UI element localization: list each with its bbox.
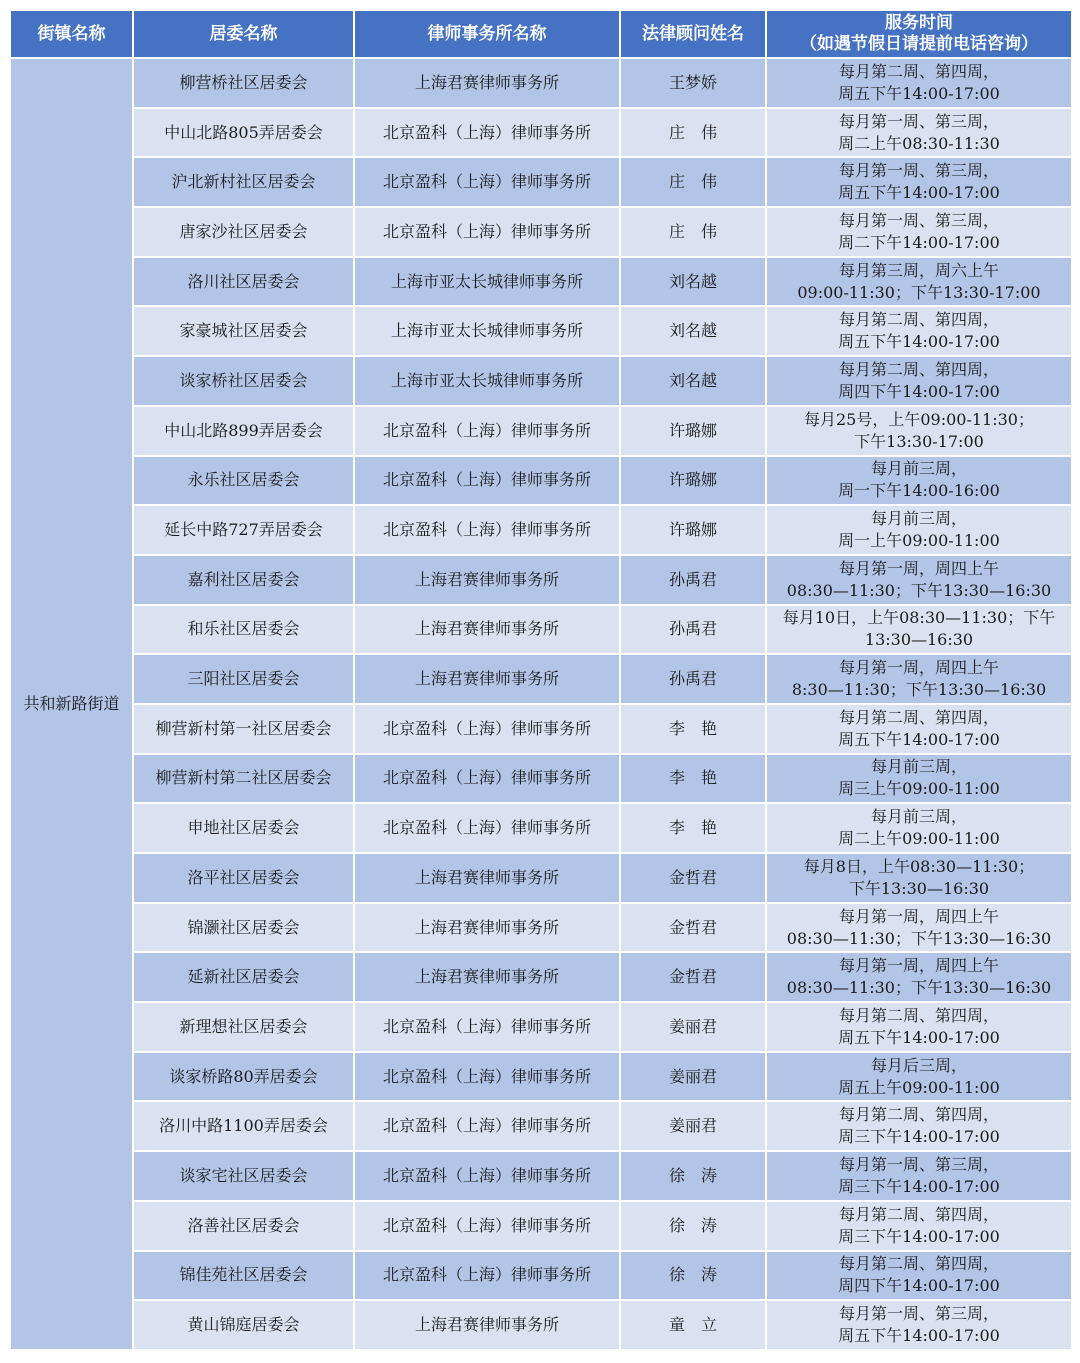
- advisor-cell: 李 艳: [621, 705, 765, 753]
- advisor-cell: 姜丽君: [621, 1102, 765, 1150]
- committee-cell: 三阳社区居委会: [134, 655, 353, 703]
- service-time-cell: [767, 1053, 1071, 1101]
- table-row: [11, 1152, 1071, 1200]
- service-time-line: 每月10日，上午08:30—11:30；下午: [782, 608, 1056, 628]
- advisor-cell: 孙禹君: [621, 556, 765, 604]
- firm-cell: 北京盈科（上海）律师事务所: [355, 755, 619, 803]
- service-time-cell: [767, 556, 1071, 604]
- service-time-line: 每月第二周、第四周，: [838, 1005, 999, 1025]
- table-row: [11, 407, 1071, 455]
- service-time-cell: [767, 506, 1071, 554]
- service-time-line: 每月8日，上午08:30—11:30；: [803, 856, 1035, 876]
- service-time-line: 每月第二周、第四周，: [838, 1204, 999, 1224]
- service-time-cell: [767, 1152, 1071, 1200]
- header-time-note: （如遇节假日请提前电话咨询）: [800, 34, 1038, 54]
- committee-cell: 洛川中路1100弄居委会: [134, 1102, 353, 1150]
- service-time-line: 每月第三周，周六上午: [838, 260, 999, 280]
- service-time-line: 每月第一周、第三周，: [838, 210, 999, 230]
- service-time-line: 每月第二周、第四周，: [838, 1105, 999, 1125]
- service-time-cell: [767, 755, 1071, 803]
- table-row: [11, 158, 1071, 206]
- advisor-cell: 许璐娜: [621, 506, 765, 554]
- advisor-cell: 刘名越: [621, 357, 765, 405]
- header-service-time: [767, 11, 1071, 57]
- service-time-cell: [767, 904, 1071, 952]
- header-time-title: 服务时间: [885, 13, 953, 33]
- firm-cell: 北京盈科（上海）律师事务所: [355, 1102, 619, 1150]
- committee-cell: 申地社区居委会: [134, 804, 353, 852]
- table-row: [11, 59, 1071, 107]
- firm-cell: 北京盈科（上海）律师事务所: [355, 1152, 619, 1200]
- service-time-cell: [767, 357, 1071, 405]
- advisor-cell: 庄 伟: [621, 158, 765, 206]
- firm-cell: 上海君赛律师事务所: [355, 655, 619, 703]
- service-time-cell: [767, 208, 1071, 256]
- table-row: [11, 1301, 1071, 1349]
- table-row: [11, 1102, 1071, 1150]
- service-time-line: 每月第一周，周四上午: [838, 906, 999, 926]
- firm-cell: 北京盈科（上海）律师事务所: [355, 1053, 619, 1101]
- advisor-cell: 童 立: [621, 1301, 765, 1349]
- service-time-line: 周三下午14:00-17:00: [838, 1226, 1000, 1246]
- service-time-line: 每月第一周、第三周，: [838, 1154, 999, 1174]
- advisor-cell: 刘名越: [621, 307, 765, 355]
- firm-cell: 上海君赛律师事务所: [355, 904, 619, 952]
- table-row: [11, 109, 1071, 157]
- committee-cell: 家豪城社区居委会: [134, 307, 353, 355]
- table-row: [11, 208, 1071, 256]
- service-time-line: 周五上午09:00-11:00: [838, 1077, 1000, 1097]
- table-row: [11, 307, 1071, 355]
- firm-cell: 上海君赛律师事务所: [355, 953, 619, 1001]
- service-time-line: 周四下午14:00-17:00: [838, 1276, 1000, 1296]
- committee-cell: 和乐社区居委会: [134, 606, 353, 654]
- service-time-cell: [767, 705, 1071, 753]
- committee-cell: 谈家桥社区居委会: [134, 357, 353, 405]
- firm-cell: 北京盈科（上海）律师事务所: [355, 1202, 619, 1250]
- service-time-cell: [767, 457, 1071, 505]
- service-time-line: 周五下午14:00-17:00: [838, 1027, 1000, 1047]
- advisor-cell: 李 艳: [621, 755, 765, 803]
- committee-cell: 锦灏社区居委会: [134, 904, 353, 952]
- service-time-cell: [767, 854, 1071, 902]
- advisor-cell: 金哲君: [621, 854, 765, 902]
- committee-cell: 洛平社区居委会: [134, 854, 353, 902]
- header-row: [11, 11, 1071, 57]
- committee-cell: 锦佳苑社区居委会: [134, 1252, 353, 1300]
- firm-cell: 上海市亚太长城律师事务所: [355, 307, 619, 355]
- service-time-line: 每月后三周，: [870, 1055, 967, 1075]
- service-time-line: 周三下午14:00-17:00: [838, 1176, 1000, 1196]
- table-row: [11, 357, 1071, 405]
- service-time-cell: [767, 804, 1071, 852]
- service-time-line: 每月前三周，: [870, 757, 967, 777]
- service-time-cell: [767, 307, 1071, 355]
- advisor-cell: 姜丽君: [621, 1053, 765, 1101]
- service-time-line: 下午13:30—16:30: [848, 878, 990, 898]
- committee-cell: 柳营桥社区居委会: [134, 59, 353, 107]
- committee-cell: 谈家宅社区居委会: [134, 1152, 353, 1200]
- service-time-line: 下午13:30-17:00: [854, 431, 984, 451]
- service-time-line: 每月第一周，周四上午: [838, 658, 999, 678]
- service-time-cell: [767, 1003, 1071, 1051]
- service-time-line: 周三下午14:00-17:00: [838, 1127, 1000, 1147]
- firm-cell: 北京盈科（上海）律师事务所: [355, 1003, 619, 1051]
- service-time-line: 周一上午09:00-11:00: [838, 531, 1000, 551]
- service-time-cell: [767, 1102, 1071, 1150]
- table-row: [11, 705, 1071, 753]
- advisor-cell: 许璐娜: [621, 457, 765, 505]
- street-name-cell: 共和新路街道: [11, 59, 132, 1349]
- table-row: [11, 1202, 1071, 1250]
- committee-cell: 柳营新村第二社区居委会: [134, 755, 353, 803]
- service-time-line: 每月25号，上午09:00-11:30；: [804, 409, 1034, 429]
- header-street: 街镇名称: [11, 11, 132, 57]
- firm-cell: 上海君赛律师事务所: [355, 854, 619, 902]
- advisor-cell: 孙禹君: [621, 606, 765, 654]
- service-time-cell: [767, 1252, 1071, 1300]
- firm-cell: 北京盈科（上海）律师事务所: [355, 705, 619, 753]
- service-time-line: 每月第二周、第四周，: [838, 359, 999, 379]
- service-time-cell: [767, 1202, 1071, 1250]
- firm-cell: 北京盈科（上海）律师事务所: [355, 208, 619, 256]
- table-row: [11, 1252, 1071, 1300]
- table-row: [11, 953, 1071, 1001]
- service-time-line: 周五下午14:00-17:00: [838, 183, 1000, 203]
- service-time-cell: [767, 258, 1071, 306]
- table-row: [11, 854, 1071, 902]
- table-row: [11, 904, 1071, 952]
- table-row: [11, 606, 1071, 654]
- service-time-line: 每月前三周，: [870, 807, 967, 827]
- service-time-line: 每月第二周、第四周，: [838, 1254, 999, 1274]
- firm-cell: 北京盈科（上海）律师事务所: [355, 407, 619, 455]
- header-firm: 律师事务所名称: [355, 11, 619, 57]
- firm-cell: 上海市亚太长城律师事务所: [355, 258, 619, 306]
- firm-cell: 上海君赛律师事务所: [355, 556, 619, 604]
- service-time-cell: [767, 109, 1071, 157]
- service-time-line: 08:30—11:30；下午13:30—16:30: [786, 928, 1052, 948]
- advisor-cell: 刘名越: [621, 258, 765, 306]
- advisor-cell: 庄 伟: [621, 109, 765, 157]
- service-time-line: 周二下午14:00-17:00: [838, 232, 1000, 252]
- firm-cell: 北京盈科（上海）律师事务所: [355, 109, 619, 157]
- table-row: [11, 755, 1071, 803]
- header-committee: 居委名称: [134, 11, 353, 57]
- service-time-cell: [767, 59, 1071, 107]
- service-time-line: 每月第二周、第四周，: [838, 61, 999, 81]
- firm-cell: 上海君赛律师事务所: [355, 59, 619, 107]
- committee-cell: 永乐社区居委会: [134, 457, 353, 505]
- firm-cell: 北京盈科（上海）律师事务所: [355, 804, 619, 852]
- advisor-cell: 金哲君: [621, 953, 765, 1001]
- service-time-line: 周五下午14:00-17:00: [838, 83, 1000, 103]
- firm-cell: 北京盈科（上海）律师事务所: [355, 506, 619, 554]
- table-row: [11, 457, 1071, 505]
- service-time-line: 每月前三周，: [870, 509, 967, 529]
- service-time-line: 周四下午14:00-17:00: [838, 381, 1000, 401]
- table-row: [11, 1053, 1071, 1101]
- advisor-cell: 金哲君: [621, 904, 765, 952]
- service-time-cell: [767, 655, 1071, 703]
- committee-cell: 洛善社区居委会: [134, 1202, 353, 1250]
- table-row: [11, 655, 1071, 703]
- advisor-cell: 许璐娜: [621, 407, 765, 455]
- committee-cell: 中山北路899弄居委会: [134, 407, 353, 455]
- firm-cell: 北京盈科（上海）律师事务所: [355, 1252, 619, 1300]
- committee-cell: 沪北新村社区居委会: [134, 158, 353, 206]
- service-time-line: 13:30—16:30: [864, 630, 974, 650]
- advisor-cell: 李 艳: [621, 804, 765, 852]
- service-time-line: 每月第一周、第三周，: [838, 111, 999, 131]
- committee-cell: 黄山锦庭居委会: [134, 1301, 353, 1349]
- header-advisor: 法律顾问姓名: [621, 11, 765, 57]
- advisor-cell: 孙禹君: [621, 655, 765, 703]
- committee-cell: 新理想社区居委会: [134, 1003, 353, 1051]
- table-row: [11, 1003, 1071, 1051]
- advisor-cell: 徐 涛: [621, 1252, 765, 1300]
- firm-cell: 北京盈科（上海）律师事务所: [355, 158, 619, 206]
- service-time-line: 08:30—11:30；下午13:30—16:30: [786, 978, 1052, 998]
- service-time-cell: [767, 953, 1071, 1001]
- legal-advisor-schedule-table: [9, 9, 1073, 1351]
- advisor-cell: 徐 涛: [621, 1152, 765, 1200]
- service-time-line: 周三上午09:00-11:00: [838, 779, 1000, 799]
- service-time-line: 每月第二周、第四周，: [838, 310, 999, 330]
- service-time-line: 每月第二周、第四周，: [838, 707, 999, 727]
- committee-cell: 中山北路805弄居委会: [134, 109, 353, 157]
- service-time-line: 8:30—11:30；下午13:30—16:30: [791, 680, 1047, 700]
- service-time-line: 每月第一周、第三周，: [838, 161, 999, 181]
- service-time-line: 每月第一周，周四上午: [838, 558, 999, 578]
- table-row: [11, 556, 1071, 604]
- table-row: [11, 506, 1071, 554]
- committee-cell: 延新社区居委会: [134, 953, 353, 1001]
- committee-cell: 柳营新村第一社区居委会: [134, 705, 353, 753]
- advisor-cell: 姜丽君: [621, 1003, 765, 1051]
- service-time-cell: [767, 407, 1071, 455]
- committee-cell: 唐家沙社区居委会: [134, 208, 353, 256]
- service-time-cell: [767, 1301, 1071, 1349]
- service-time-line: 每月第一周、第三周，: [838, 1304, 999, 1324]
- service-time-line: 每月第一周，周四上午: [838, 956, 999, 976]
- service-time-line: 周五下午14:00-17:00: [838, 332, 1000, 352]
- committee-cell: 谈家桥路80弄居委会: [134, 1053, 353, 1101]
- committee-cell: 延长中路727弄居委会: [134, 506, 353, 554]
- advisor-cell: 王梦娇: [621, 59, 765, 107]
- service-time-line: 08:30—11:30；下午13:30—16:30: [786, 580, 1052, 600]
- firm-cell: 上海君赛律师事务所: [355, 1301, 619, 1349]
- committee-cell: 嘉利社区居委会: [134, 556, 353, 604]
- service-time-cell: [767, 158, 1071, 206]
- service-time-line: 每月前三周，: [870, 459, 967, 479]
- service-time-line: 09:00-11:30；下午13:30-17:00: [797, 282, 1041, 302]
- service-time-cell: [767, 606, 1071, 654]
- table-row: [11, 804, 1071, 852]
- service-time-line: 周二上午08:30-11:30: [838, 133, 1000, 153]
- service-time-line: 周五下午14:00-17:00: [838, 729, 1000, 749]
- service-time-line: 周二上午09:00-11:00: [838, 829, 1000, 849]
- service-time-line: 周五下午14:00-17:00: [838, 1326, 1000, 1346]
- advisor-cell: 徐 涛: [621, 1202, 765, 1250]
- advisor-cell: 庄 伟: [621, 208, 765, 256]
- committee-cell: 洛川社区居委会: [134, 258, 353, 306]
- firm-cell: 上海市亚太长城律师事务所: [355, 357, 619, 405]
- table-row: [11, 258, 1071, 306]
- service-time-line: 周一下午14:00-16:00: [838, 481, 1000, 501]
- firm-cell: 上海君赛律师事务所: [355, 606, 619, 654]
- firm-cell: 北京盈科（上海）律师事务所: [355, 457, 619, 505]
